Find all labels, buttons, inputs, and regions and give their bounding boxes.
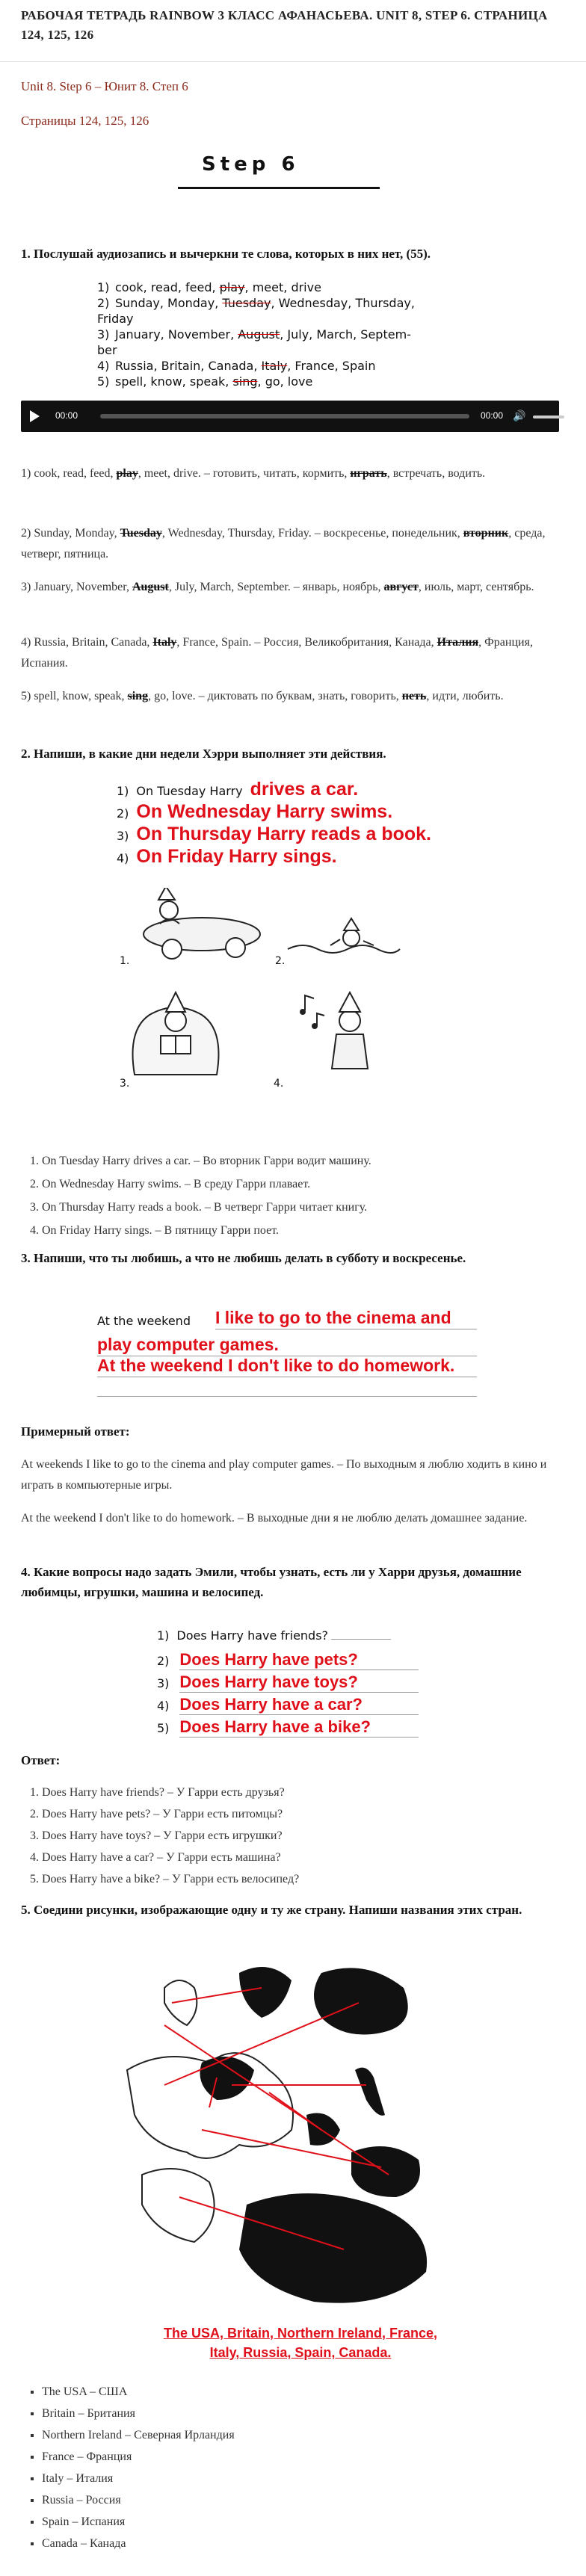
task-5-hand-line-1: The USA, Britain, Northern Ireland, France,: [163, 2326, 438, 2341]
task-4-heading: 4. Какие вопросы надо задать Эмили, чтобы узнать, есть ли у Харри друзья, домашние любимцы, игрушки, машина и велосипед.: [21, 1565, 522, 1599]
task-1-answer-1: 1) cook, read, feed, play, meet, drive. – готовить, читать, кормить, играть, встречать, водить.: [21, 467, 486, 480]
task-1-heading: 1. Послушай аудиозапись и вычеркни те слова, которых в них нет, (55).: [21, 247, 431, 261]
harry-reading-book-picture: [120, 985, 232, 1090]
task-3-printed-start: At the weekend: [97, 1314, 191, 1328]
picture-label-3: 3.: [120, 1078, 130, 1090]
harry-singing-picture: [290, 988, 402, 1085]
list-item: ▪ The USA – США: [42, 2381, 567, 2403]
sample-answer-1: At weekends I like to go to the cinema and play computer games. – По выходным я люблю ходить в кино и играть в компьютерные игры.: [21, 1458, 547, 1492]
unit-subtitle: Unit 8. Step 6 – Юнит 8. Степ 6: [21, 79, 188, 93]
workbook-line: 5) spell, know, speak, sing, go, love: [97, 374, 313, 389]
list-item: 5. Does Harry have a bike? – У Гарри есть велосипед?: [42, 1868, 567, 1890]
audio-seek-bar[interactable]: [100, 414, 469, 418]
list-item: ▪ Canada – Канада: [42, 2533, 567, 2554]
task-1-answer-3: 3) January, November, August, July, March, September. – январь, ноябрь, август, июль, март, сентябрь.: [21, 581, 534, 593]
task-1-answer-5: 5) spell, know, speak, sing, go, love. – диктовать по буквам, знать, говорить, петь, идти, любить.: [21, 690, 504, 702]
task-5-hand-line-2: Italy, Russia, Spain, Canada.: [209, 2345, 392, 2360]
workbook-line: 2) Does Harry have pets?: [157, 1650, 471, 1672]
picture-label-4: 4.: [274, 1078, 284, 1090]
list-item: 2. On Wednesday Harry swims. – В среду Гарри плавает.: [42, 1173, 567, 1196]
step-title: Step 6: [202, 153, 300, 176]
list-item: ▪ Spain – Испания: [42, 2511, 567, 2533]
task-3-hand-line-2: play computer games.: [97, 1335, 279, 1354]
list-item: 1. Does Harry have friends? – У Гарри есть друзья?: [42, 1782, 567, 1803]
workbook-line: 1) cook, read, feed, play, meet, drive: [97, 280, 321, 294]
list-item: ▪ Italy – Италия: [42, 2468, 567, 2489]
workbook-line: 2) On Wednesday Harry swims.: [117, 801, 393, 822]
workbook-line: 4) Russia, Britain, Canada, Italy, France, Spain: [97, 359, 376, 373]
sample-answer-heading: Примерный ответ:: [21, 1424, 130, 1439]
volume-icon[interactable]: 🔊: [513, 410, 526, 422]
list-item: ▪ Northern Ireland – Северная Ирландия: [42, 2424, 567, 2446]
list-item: 4. Does Harry have a car? – У Гарри есть машина?: [42, 1847, 567, 1868]
list-item: ▪ Russia – Россия: [42, 2489, 567, 2511]
countries-list: [21, 2381, 567, 2554]
task-1-answer-4: 4) Russia, Britain, Canada, Italy, France, Spain. – Россия, Великобритания, Канада, Италия, Франция, Испания.: [21, 636, 533, 670]
list-item: 2. Does Harry have pets? – У Гарри есть питомцы?: [42, 1803, 567, 1825]
list-item: 4. On Friday Harry sings. – В пятницу Гарри поет.: [42, 1219, 567, 1242]
task-2-answers: [21, 1149, 567, 1242]
task-2-workbook: [117, 779, 490, 868]
task-3-hand-line-1: I like to go to the cinema and: [215, 1308, 451, 1327]
task-3-heading: 3. Напиши, что ты любишь, а что не любишь делать в субботу и воскресенье.: [21, 1251, 466, 1265]
harry-swimming-picture: [284, 915, 404, 968]
picture-label-2: 2.: [275, 955, 286, 967]
list-item: 1. On Tuesday Harry drives a car. – Во вторник Гарри водит машину.: [42, 1149, 567, 1173]
list-item: 3. Does Harry have toys? – У Гарри есть игрушки?: [42, 1825, 567, 1847]
task-1-answer-2: 2) Sunday, Monday, Tuesday, Wednesday, Thursday, Friday. – воскресенье, понедельник, вторник, среда, четверг, пятница.: [21, 527, 546, 560]
header-divider: [0, 61, 586, 62]
task-1-workbook: [97, 279, 486, 389]
step-title-underline: [178, 187, 380, 189]
workbook-line: 1) Does Harry have friends?: [157, 1628, 471, 1650]
play-icon[interactable]: [30, 410, 40, 422]
workbook-line: ber: [97, 343, 117, 357]
workbook-line: 1) On Tuesday Harry drives a car.: [117, 779, 359, 800]
workbook-line: 3) On Thursday Harry reads a book.: [117, 824, 431, 844]
workbook-line: 3) Does Harry have toys?: [157, 1672, 471, 1695]
countries-matching-map: [120, 1958, 448, 2317]
workbook-line: 3) January, November, August, July, March, Septem-: [97, 327, 411, 342]
workbook-line: 4) Does Harry have a car?: [157, 1695, 471, 1717]
audio-current-time: 00:00: [55, 410, 78, 421]
list-item: 3. On Thursday Harry reads a book. – В четверг Гарри читает книгу.: [42, 1196, 567, 1219]
workbook-line: Friday: [97, 312, 134, 326]
audio-duration: 00:00: [481, 410, 504, 421]
task-5-heading: 5. Соедини рисунки, изображающие одну и ту же страну. Напиши названия этих стран.: [21, 1903, 522, 1917]
task-2-heading: 2. Напиши, в какие дни недели Хэрри выполняет эти действия.: [21, 747, 386, 761]
list-item: ▪ France – Франция: [42, 2446, 567, 2468]
task-3-hand-line-3: At the weekend I don't like to do homework.: [97, 1356, 455, 1375]
writing-line: [97, 1396, 477, 1397]
audio-player: [21, 401, 559, 432]
pages-subtitle: Страницы 124, 125, 126: [21, 114, 149, 128]
volume-slider[interactable]: [533, 416, 564, 418]
answer-heading: Ответ:: [21, 1753, 61, 1767]
harry-driving-car-picture: [112, 888, 277, 970]
picture-label-1: 1.: [120, 955, 130, 967]
task-4-answers: [21, 1782, 567, 1890]
task-4-workbook: [157, 1628, 471, 1740]
list-item: ▪ Britain – Британия: [42, 2403, 567, 2424]
workbook-line: 5) Does Harry have a bike?: [157, 1717, 471, 1740]
workbook-line: 2) Sunday, Monday, Tuesday, Wednesday, Thursday,: [97, 296, 415, 310]
workbook-line: 4) On Friday Harry sings.: [117, 846, 337, 867]
page-title: РАБОЧАЯ ТЕТРАДЬ RAINBOW 3 КЛАСС АФАНАСЬЕВА. UNIT 8, STEP 6. СТРАНИЦА 124, 125, 126: [21, 8, 548, 42]
sample-answer-2: At the weekend I don't like to do homework. – В выходные дни я не люблю делать домашнее задание.: [21, 1512, 528, 1525]
